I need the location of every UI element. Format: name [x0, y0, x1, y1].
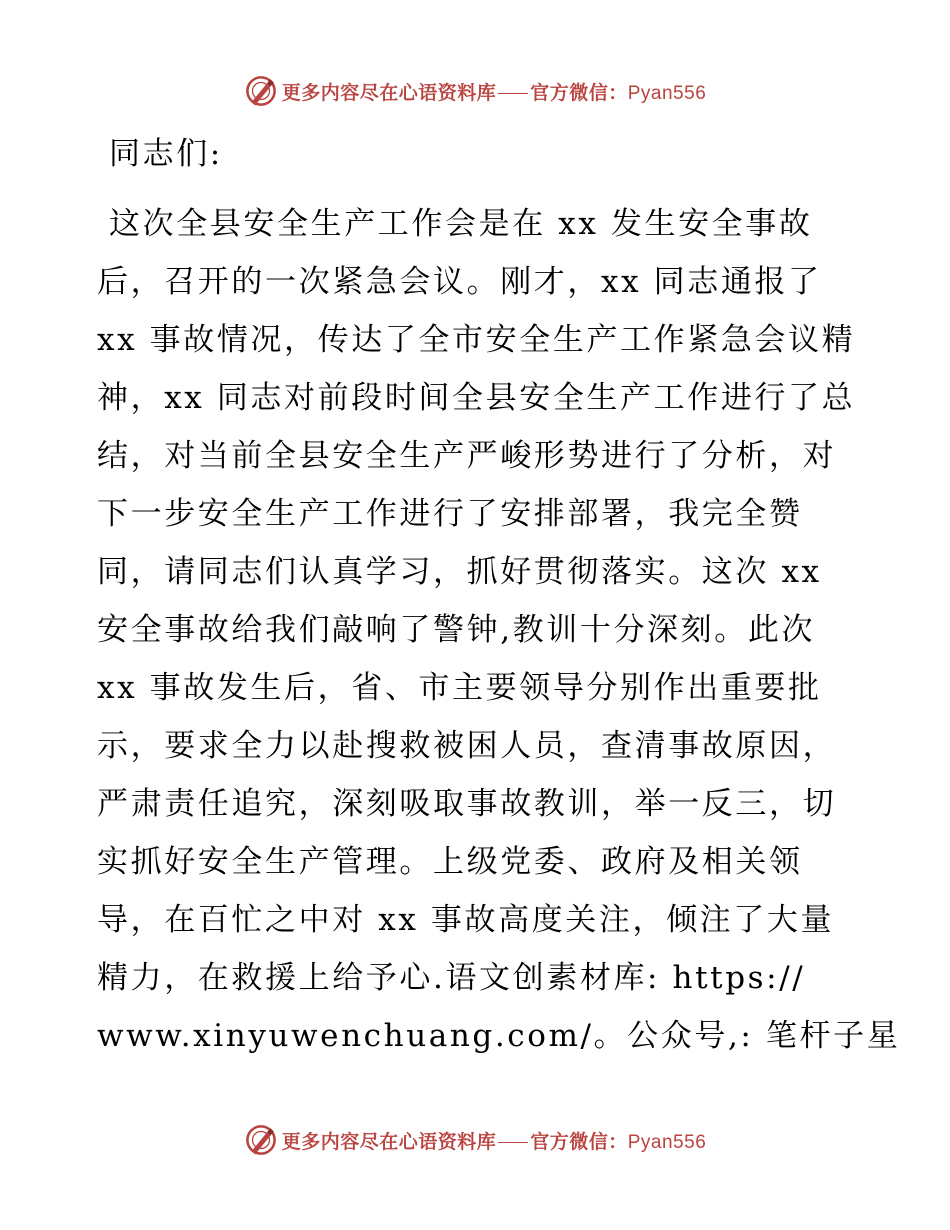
watermark-text [282, 78, 707, 105]
paragraph-line: 后，召开的一次紧急会议。刚才，xx 同志通报了 [97, 264, 822, 300]
watermark-tail: 官方微信： [530, 81, 628, 104]
watermark-brand: 更多内容尽在心语资料库 [281, 1130, 497, 1153]
watermark-text [282, 1127, 707, 1154]
document-body [97, 125, 901, 1065]
watermark-tail: 官方微信： [530, 1130, 628, 1153]
watermark-content [244, 1123, 707, 1157]
watermark-content [244, 74, 707, 108]
paragraph-line: xx 事故发生后，省、市主要领导分别作出重要批 [97, 670, 822, 706]
paragraph-line: 实抓好安全生产管理。上级党委、政府及相关领 [97, 844, 803, 880]
watermark-dash [498, 93, 528, 94]
paragraph-line: 导，在百忙之中对 xx 事故高度关注，倾注了大量 [97, 902, 835, 938]
paragraph-line: 精力，在救援上给予心.语文创素材库: https:// [97, 960, 806, 996]
paragraph-line: 严肃责任追究，深刻吸取事故教训，举一反三，切 [97, 786, 837, 822]
footer-watermark [0, 1120, 950, 1160]
paragraph-line: 神，xx 同志对前段时间全县安全生产工作进行了总 [97, 380, 856, 416]
watermark-wechat-id: Pyan556 [627, 1131, 707, 1153]
paragraph-line: 下一步安全生产工作进行了安排部署，我完全赞 [97, 496, 803, 532]
paragraph-line: www.xinyuwenchuang.com/。公众号,: 笔杆子星 [97, 1018, 901, 1054]
watermark-dash [498, 1142, 528, 1143]
paragraph-line: 示，要求全力以赴搜救被困人员，查清事故原因， [97, 728, 837, 764]
watermark-brand: 更多内容尽在心语资料库 [281, 81, 497, 104]
salutation: 同志们: [109, 136, 223, 172]
paragraph-line: 这次全县安全生产工作会是在 xx 发生安全事故 [109, 206, 813, 242]
paragraph-line: 结，对当前全县安全生产严峻形势进行了分析，对 [97, 438, 837, 474]
pen-logo-icon [244, 74, 278, 108]
header-watermark [0, 71, 950, 111]
paragraph-line: xx 事故情况，传达了全市安全生产工作紧急会议精 [97, 322, 856, 358]
pen-logo-icon [244, 1123, 278, 1157]
paragraph-line: 安全事故给我们敲响了警钟,教训十分深刻。此次 [97, 612, 816, 648]
watermark-wechat-id: Pyan556 [627, 82, 707, 104]
paragraph-line: 同，请同志们认真学习，抓好贯彻落实。这次 xx [97, 554, 822, 590]
